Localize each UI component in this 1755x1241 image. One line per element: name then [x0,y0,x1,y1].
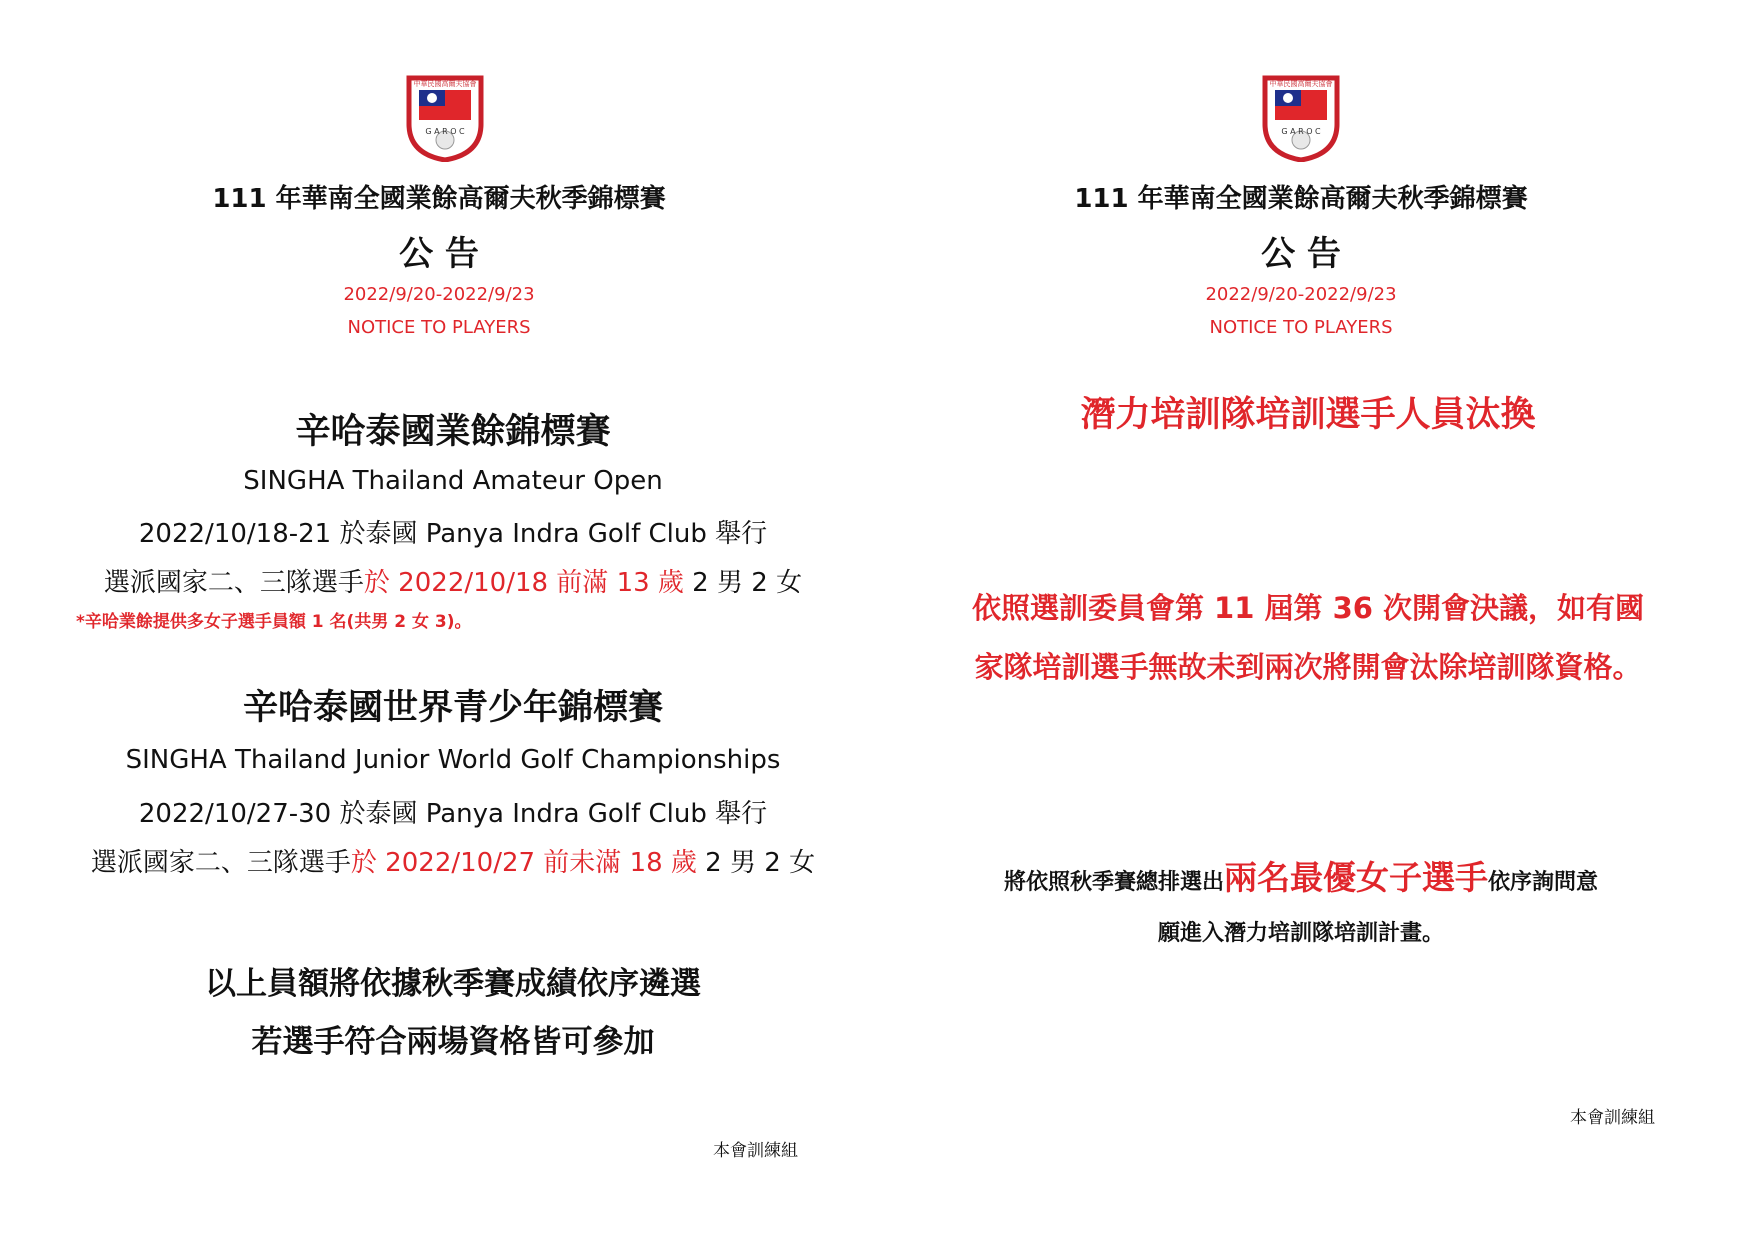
rule-line-2: 家隊培訓選手無故未到兩次將開會汰除培訓隊資格。 [974,650,1642,684]
event2-title-en: SINGHA Thailand Junior World Golf Championships [125,745,781,775]
notice-to-players: NOTICE TO PLAYERS [347,317,531,338]
rule-line-1: 依照選訓委員會第 11 屆第 36 次開會決議，如有國 [971,591,1645,625]
event1-selection [0,562,906,599]
event2-selection-age: 於 2022/10/27 前未滿 18 歲 [350,848,697,878]
right-notice [878,0,1755,1241]
svg-text:中華民國高爾夫協會: 中華民國高爾夫協會 [413,80,477,88]
selection-prefix: 將依照秋季賽總排選出 [1003,870,1224,895]
closing-line-2: 若選手符合兩場資格皆可參加 [251,1024,655,1060]
event2-venue: 2022/10/27-30 於泰國 Panya Indra Golf Club 舉行 [138,799,768,829]
svg-text:中華民國高爾夫協會: 中華民國高爾夫協會 [1269,80,1333,88]
tournament-dates: 2022/9/20-2022/9/23 [1205,284,1397,305]
event2-selection-prefix: 選派國家二、三隊選手 [90,848,351,878]
tournament-title: 111 年華南全國業餘高爾夫秋季錦標賽 [1074,184,1528,214]
event1-selection-age: 於 2022/10/18 前滿 13 歲 [363,568,684,598]
event2-title-zh: 辛哈泰國世界青少年錦標賽 [242,688,663,728]
signature: 本會訓練組 [713,1141,798,1161]
event1-title-en: SINGHA Thailand Amateur Open [243,466,663,496]
replacement-heading: 潛力培訓隊培訓選手人員汰換 [1080,395,1536,435]
notice-heading: 公 告 [1261,234,1341,274]
closing-line-1: 以上員額將依據秋季賽成績依序遴選 [205,966,701,1002]
selection-suffix: 依序詢問意 [1488,870,1599,895]
notice-heading: 公 告 [399,234,479,274]
svg-text:G A R O C: G A R O C [1281,127,1321,136]
event1-selection-prefix: 選派國家二、三隊選手 [103,568,364,598]
event1-selection-quota: 2 男 2 女 [683,568,803,598]
tournament-title: 111 年華南全國業餘高爾夫秋季錦標賽 [212,184,666,214]
notice-to-players: NOTICE TO PLAYERS [1209,317,1393,338]
selection-line-2: 願進入潛力培訓隊培訓計畫。 [1157,921,1444,946]
tournament-dates: 2022/9/20-2022/9/23 [343,284,535,305]
event1-venue: 2022/10/18-21 於泰國 Panya Indra Golf Club 舉行 [138,519,768,549]
selection-highlight: 兩名最優女子選手 [1224,858,1488,897]
event1-footnote: *辛哈業餘提供多女子選手員額 1 名(共男 2 女 3)。 [76,612,472,632]
event2-selection [0,842,906,879]
event2-selection-quota: 2 男 2 女 [696,848,816,878]
signature: 本會訓練組 [1570,1108,1655,1128]
event1-title-zh: 辛哈泰國業餘錦標賽 [295,412,611,452]
svg-text:G A R O C: G A R O C [425,127,465,136]
garoc-logo [403,72,487,162]
selection-line-1 [878,852,1724,899]
garoc-logo [1259,72,1343,162]
